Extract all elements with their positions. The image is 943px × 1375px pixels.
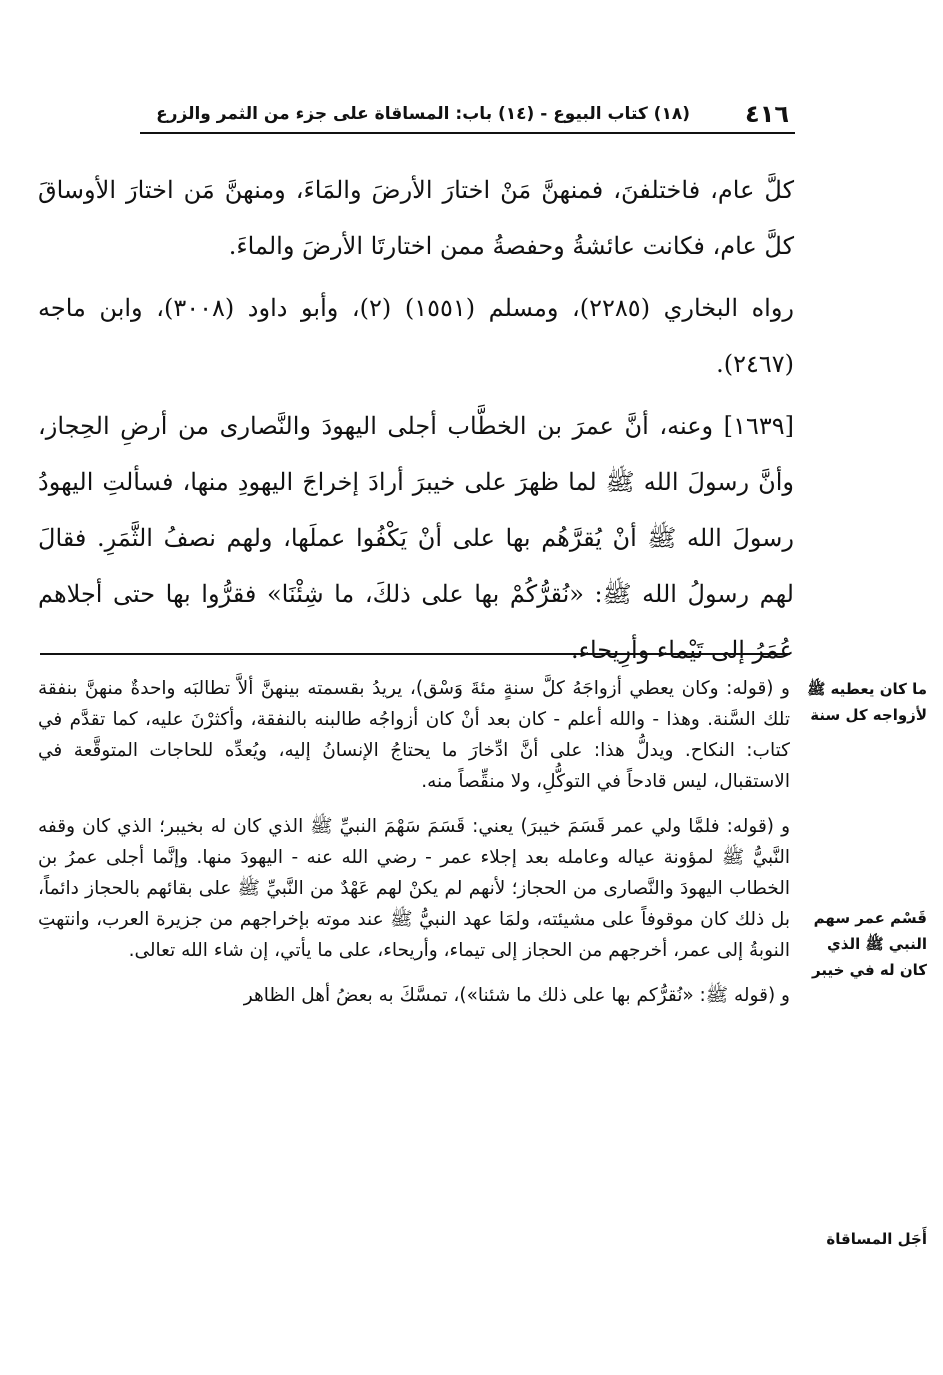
commentary-section: [38, 673, 790, 1025]
hadith-references: رواه البخاري (٢٢٨٥)، ومسلم (١٥٥١) (٢)، وأبو داود (٣٠٠٨)، وابن ماجه (٢٤٦٧).: [38, 294, 794, 378]
margin-heading: أَجَل المساقاة: [826, 1230, 927, 1248]
page-number: ٤١٦: [745, 100, 789, 128]
main-text: [38, 162, 794, 678]
hadith-1639: [١٦٣٩] وعنه، أنَّ عمرَ بن الخطَّاب أجلى اليهودَ والنَّصارى من أرضِ الحِجاز، وأنَّ رسولَ الله ﷺ لما ظهرَ على خيبرَ أرادَ إخراجَ اليهودِ منها، فسألتِ اليهودُ رسولَ الله ﷺ أنْ يُقرَّهُم بها على أنْ يَكْفُوا عملَها، ولهم نصفُ الثَّمَرِ. فقالَ لهم رسولُ الله ﷺ: «نُقرُّكُمْ بها على ذلكَ، ما شِئْنَا» فقرُّوا بها حتى أجلاهم عُمَرُ إلى تَيْماء وأرِيحاء.: [38, 412, 794, 664]
page-header: [140, 96, 795, 134]
running-title: (١٨) كتاب البيوع - (١٤) باب: المساقاة على جزء من الثمر والزرع: [156, 104, 690, 124]
hadith-continuation: كلَّ عام، فاختلفنَ، فمنهنَّ مَنْ اختارَ الأرضَ والمَاءَ، ومنهنَّ مَن اختارَ الأوساقَ كلَّ عام، فكانت عائشةُ وحفصةُ ممن اختارتَا الأرضَ والماءَ.: [38, 176, 794, 260]
margin-heading: قَسْم عمر سهم النبي ﷺ الذي كان له في خيبر: [812, 909, 927, 979]
footnote-divider: [40, 653, 790, 655]
commentary-paragraph: و (قوله: فلمَّا ولي عمر قَسَمَ خيبرَ) يعني: قَسَمَ سَهْمَ النبيِّ ﷺ الذي كان له بخيبر؛ الذي كان وقفه النَّبيُّ ﷺ لمؤونة عياله وعامله بعد إجلاء عمر - رضي الله عنه - اليهودَ منها. وإنَّما أجلى عمرُ بن الخطاب اليهودَ والنَّصارى من الحجاز؛ لأنهم لم يكنْ لهم عَهْدٌ من النَّبيِّ ﷺ على بقائهم بالحجاز دائماً، بل ذلك كان موقوفاً على مشيئته، ولمَا عهد النبيُّ ﷺ عند موته بإخراجهم من جزيرة العرب، وانتهتِ النوبةُ إلى عمر، أخرجهم من الحجاز إلى تيماء، وأريحاء، على ما يأتي، إن شاء الله تعالى.: [38, 816, 790, 961]
commentary-paragraph: و (قوله: وكان يعطي أزواجَهُ كلَّ سنةٍ مئةَ وَسْق)، يريدُ بقسمته بينهنَّ ألاَّ تطالبَه واحدةٌ منهنَّ بنفقة تلك السَّنة. وهذا - والله أعلم - كان بعد أنْ كان أزواجُه طالبنه بالنفقة، وأكثرْنَ عليه، كما تقدَّم في كتاب: النكاح. ويدلُّ هذا: على أنَّ ادِّخارَ ما يحتاجُ الإنسانُ إليه، ويُعدِّه للحاجات المتوقَّعة في الاستقبال، ليس قادحاً في التوكُّلِ، ولا منقِّصاً منه.: [38, 678, 790, 792]
margin-heading: ما كان يعطيه ﷺ لأزواجه كل سنة: [807, 680, 927, 724]
commentary-paragraph: و (قوله ﷺ: «نُقرُّكم بها على ذلك ما شئنا»)، تمسَّكَ به بعضُ أهل الظاهر: [243, 985, 790, 1006]
